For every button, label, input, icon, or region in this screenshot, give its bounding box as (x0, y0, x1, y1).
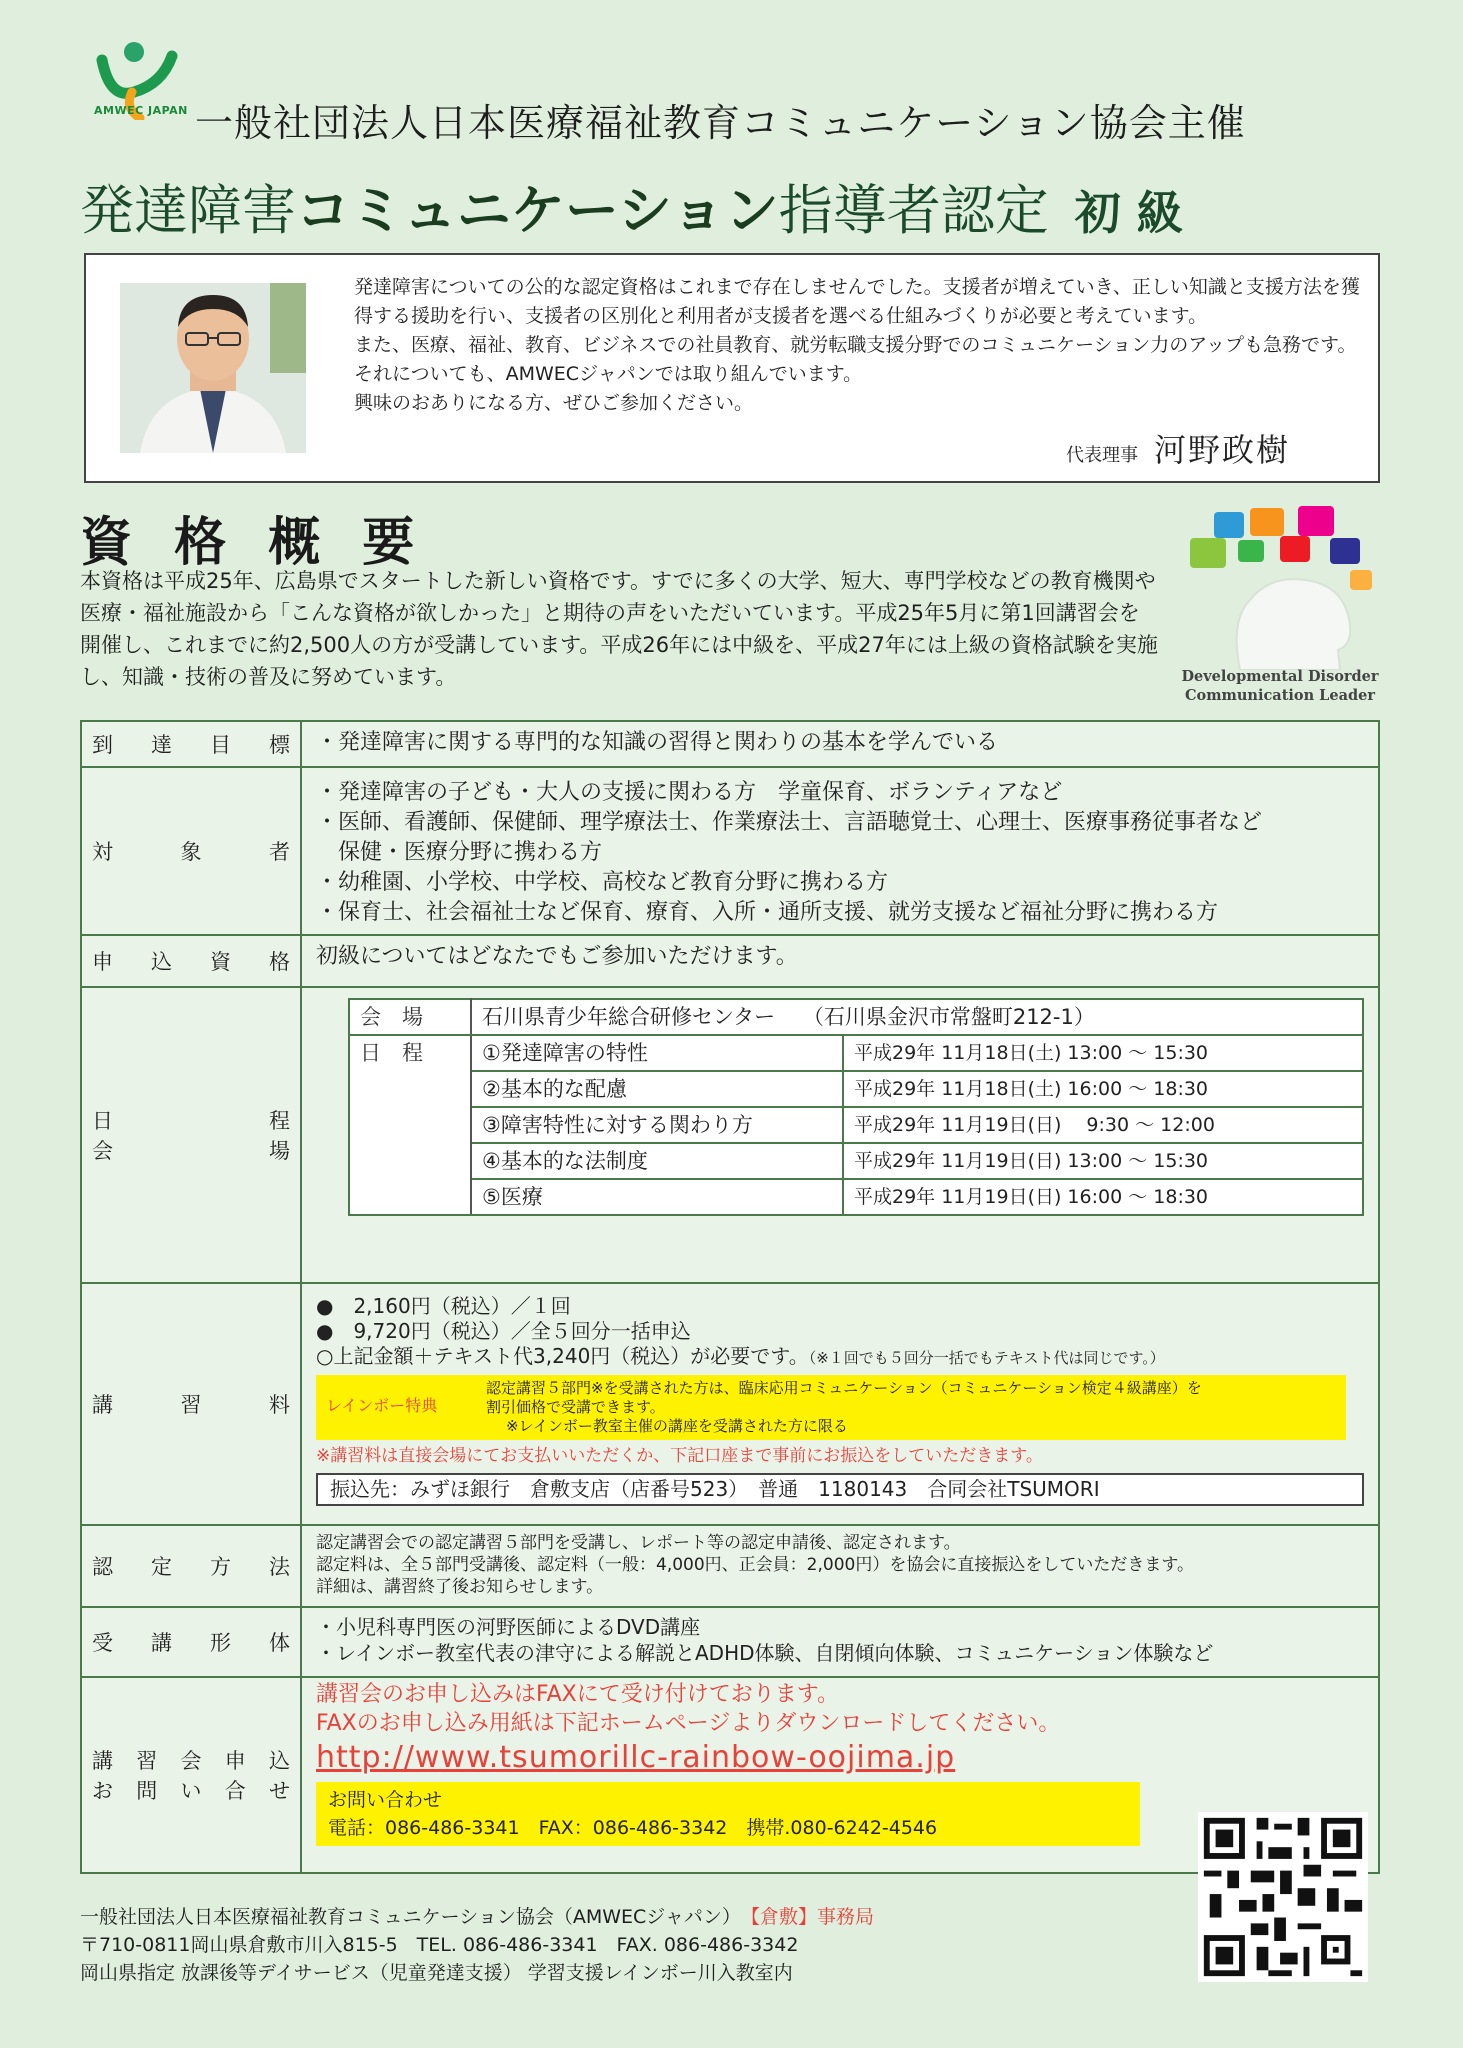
label-schedule (81, 987, 301, 1283)
label-char: 込 (269, 1749, 290, 1773)
payment-note: ※講習料は直接会場にてお支払いいただくか、下記口座まで事前にお振込をしていただきます。 (316, 1446, 1043, 1466)
contact-box (316, 1782, 1140, 1846)
brand-line-2: Communication Leader (1184, 687, 1375, 704)
label-char: 形 (210, 1631, 231, 1655)
row-target (81, 767, 1379, 935)
cert-line: 詳細は、講習終了後お知らせします。 (316, 1577, 604, 1597)
rainbow-text-3: ※レインボー教室主催の講座を受講された方に限る (506, 1417, 848, 1435)
fee-cell (301, 1283, 1379, 1525)
schedule-table (348, 998, 1364, 1216)
label-char: 方 (210, 1555, 231, 1579)
label-char: 会 (180, 1749, 202, 1773)
label-char: 象 (180, 840, 202, 864)
format-line: ・レインボー教室代表の津守による解説とADHD体験、自閉傾向体験、コミュニケーション体験など (316, 1641, 1214, 1665)
row-format (81, 1607, 1379, 1677)
format-line: ・小児科専門医の河野医師によるDVD講座 (316, 1615, 701, 1639)
label-char: 目 (210, 733, 231, 757)
row-goal (81, 721, 1379, 767)
label-char: 資 (210, 950, 231, 974)
fee-line-3 (316, 1344, 1364, 1371)
venue-row (349, 999, 1363, 1035)
label-char: 受 (92, 1631, 113, 1655)
rainbow-benefit-text (486, 1379, 1202, 1436)
session-name: ②基本的な配慮 (471, 1071, 843, 1107)
logo-text: AMWEC JAPAN (94, 104, 188, 117)
row-cert (81, 1525, 1379, 1607)
intro-text (354, 273, 1364, 418)
label-char: 場 (269, 1139, 290, 1163)
goal-text: ・発達障害に関する専門的な知識の習得と関わりの基本を学んでいる (301, 721, 1379, 767)
schedule-key-blank (349, 1143, 471, 1179)
label-apply (81, 1677, 301, 1873)
label-char: 対 (92, 840, 113, 864)
level-label: 初 級 (1074, 186, 1183, 240)
label-char: 講 (151, 1631, 172, 1655)
label-char: 法 (269, 1555, 290, 1579)
venue-key: 会 場 (349, 999, 471, 1035)
label-char: 講 (92, 1749, 113, 1773)
label-fee (81, 1283, 301, 1525)
homepage-link[interactable]: http://www.tsumorillc-rainbow-oojima.jp (316, 1740, 956, 1775)
rainbow-benefit-box (316, 1375, 1346, 1440)
rainbow-text-1: 認定講習５部門※を受講された方は、臨床応用コミュニケーション（コミュニケーション検定４級講座）を (486, 1379, 1202, 1397)
rep-role: 代表理事 (1066, 445, 1138, 466)
label-char: 込 (151, 950, 172, 974)
footer-line-2: 〒710-0811岡山県倉敷市川入815-5 TEL. 086-486-3341 FAX. 086-486-3342 (80, 1934, 799, 1956)
intro-paragraph-3: 興味のおありになる方、ぜひご参加ください。 (354, 392, 754, 414)
label-char: 定 (151, 1555, 172, 1579)
info-table (80, 720, 1380, 1874)
format-cell (301, 1607, 1379, 1677)
label-char: 達 (151, 733, 172, 757)
session-row (349, 1107, 1363, 1143)
session-name: ⑤医療 (471, 1179, 843, 1215)
schedule-key: 日 程 (349, 1035, 471, 1071)
label-goal (81, 721, 301, 767)
session-row (349, 1071, 1363, 1107)
label-char: 問 (136, 1779, 158, 1803)
session-row (349, 1035, 1363, 1071)
label-char: 認 (92, 1555, 113, 1579)
footer-org: 一般社団法人日本医療福祉教育コミュニケーション協会（AMWECジャパン） (80, 1906, 732, 1928)
brand-line-1: Developmental Disorder (1181, 668, 1379, 685)
intro-box (84, 253, 1380, 483)
cert-line: 認定料は、全５部門受講後、認定料（一般：4,000円、正会員：2,000円）を協会に直接振込をしていただきます。 (316, 1555, 1194, 1575)
page-title (80, 168, 1183, 245)
label-char: 料 (269, 1393, 290, 1417)
title-bold: コミュニケーション (296, 179, 779, 242)
label-char: 講 (92, 1393, 113, 1417)
footer (80, 1903, 874, 1987)
speech-bubbles-head-icon (1180, 500, 1380, 670)
rainbow-benefit-label: レインボー特典 (326, 1396, 438, 1415)
contact-numbers: 電話：086-486-3341 FAX：086-486-3342 携帯.080-6242-4546 (328, 1817, 938, 1839)
intro-paragraph-1: 発達障害についての公的な認定資格はこれまで存在しませんでした。支援者が増えていき、正しい知識と支援方法を獲得する援助を行い、支援者の区別化と利用者が支援者を選べる仕組みづくりが必要と考えています。 (354, 276, 1360, 327)
label-char: 体 (269, 1631, 290, 1655)
cert-cell (301, 1525, 1379, 1607)
footer-line-1 (80, 1903, 874, 1931)
schedule-key-blank (349, 1071, 471, 1107)
label-target (81, 767, 301, 935)
fee-line-2: ● 9,720円（税込）／全５回分一括申込 (316, 1319, 691, 1343)
session-row (349, 1143, 1363, 1179)
apply-line-1: 講習会のお申し込みはFAXにて受け付けております。 (316, 1682, 839, 1707)
fee-line-3-text: ○上記金額＋テキスト代3,240円（税込）が必要です。 (316, 1344, 809, 1368)
label-cert (81, 1525, 301, 1607)
apply-line-2: FAXのお申し込み用紙は下記ホームページよりダウンロードしてください。 (316, 1711, 1061, 1736)
cert-line: 認定講習会での認定講習５部門を受講し、レポート等の認定申請後、認定されます。 (316, 1533, 961, 1553)
row-schedule (81, 987, 1379, 1283)
row-fee (81, 1283, 1379, 1525)
label-char: 程 (269, 1109, 290, 1133)
row-eligibility (81, 935, 1379, 987)
label-char: 格 (269, 950, 290, 974)
label-char: 申 (92, 950, 113, 974)
schedule-cell (301, 987, 1379, 1283)
session-date: 平成29年 11月19日(日) 9:30 ～ 12:00 (843, 1107, 1363, 1143)
venue-value: 石川県青少年総合研修センター （石川県金沢市常盤町212-1） (471, 999, 1363, 1035)
session-row (349, 1179, 1363, 1215)
label-char: 者 (269, 840, 290, 864)
label-char: 合 (224, 1779, 246, 1803)
label-char: 習 (180, 1393, 202, 1417)
title-suffix: 指導者認定 (778, 179, 1049, 242)
footer-office: 【倉敷】事務局 (750, 1906, 874, 1928)
list-item: ・医師、看護師、保健師、理学療法士、作業療法士、言語聴覚士、心理士、医療事務従事者など (316, 810, 1263, 835)
label-eligibility (81, 935, 301, 987)
session-date: 平成29年 11月19日(日) 13:00 ～ 15:30 (843, 1143, 1363, 1179)
representative-photo (120, 283, 306, 453)
contact-title: お問い合わせ (328, 1789, 443, 1811)
qr-code[interactable] (1198, 1812, 1368, 1982)
schedule-key-blank (349, 1107, 471, 1143)
label-char: 標 (269, 733, 290, 757)
label-char: 申 (224, 1749, 246, 1773)
list-item: ・発達障害の子ども・大人の支援に関わる方 学童保育、ボランティアなど (316, 780, 1063, 805)
title-prefix: 発達障害 (80, 179, 296, 242)
label-char: お (92, 1779, 113, 1803)
overview-text: 本資格は平成25年、広島県でスタートした新しい資格です。すでに多くの大学、短大、専門学校などの教育機関や医療・福祉施設から「こんな資格が欲しかった」と期待の声をいただいています。平成25年5月に第1回講習会を開催し、これまでに約2,500人の方が受講しています。平成26年には中級を、平成27年には上級の資格試験を実施し、知識・技術の普及に努めています。 (80, 569, 1158, 689)
list-item: ・幼稚園、小学校、中学校、高校など教育分野に携わる方 (316, 870, 889, 895)
session-name: ①発達障害の特性 (471, 1035, 843, 1071)
label-char: 習 (136, 1749, 158, 1773)
rainbow-text-2: 割引価格で受講できます。 (486, 1398, 665, 1416)
session-date: 平成29年 11月18日(土) 13:00 ～ 15:30 (843, 1035, 1363, 1071)
schedule-key-blank (349, 1179, 471, 1215)
label-char: 会 (92, 1139, 113, 1163)
label-format (81, 1607, 301, 1677)
session-date: 平成29年 11月18日(土) 16:00 ～ 18:30 (843, 1071, 1363, 1107)
intro-paragraph-2: また、医療、福祉、教育、ビジネスでの社員教育、就労転職支援分野でのコミュニケーション力のアップも急務です。それについても、AMWECジャパンでは取り組んでいます。 (354, 334, 1357, 385)
label-char: 日 (92, 1109, 113, 1133)
row-apply (81, 1677, 1379, 1873)
fee-line-1: ● 2,160円（税込）／１回 (316, 1294, 571, 1318)
representative-signature (1066, 425, 1290, 471)
label-char: せ (269, 1779, 290, 1803)
session-name: ④基本的な法制度 (471, 1143, 843, 1179)
footer-line-3: 岡山県指定 放課後等デイサービス（児童発達支援） 学習支援レインボー川入教室内 (80, 1962, 793, 1984)
session-name: ③障害特性に対する関わり方 (471, 1107, 843, 1143)
target-list (301, 767, 1379, 935)
rep-name: 河野政樹 (1154, 431, 1291, 469)
fee-line-3-note: （※１回でも５回分一括でもテキスト代は同じです。） (808, 1349, 1165, 1367)
organizer-title: 一般社団法人日本医療福祉教育コミュニケーション協会主催 (195, 101, 1246, 145)
eligibility-text: 初級についてはどなたでもご参加いただけます。 (301, 935, 1379, 987)
list-item: 保健・医療分野に携わる方 (316, 840, 603, 865)
brand-caption (1160, 667, 1400, 705)
label-char: 到 (92, 733, 113, 757)
section-title: 資 格 概 要 (80, 513, 427, 573)
session-date: 平成29年 11月19日(日) 16:00 ～ 18:30 (843, 1179, 1363, 1215)
bank-account: 振込先：みずほ銀行 倉敷支店（店番号523） 普通 1180143 合同会社TSUMORI (316, 1473, 1364, 1506)
list-item: ・保育士、社会福祉士など保育、療育、入所・通所支援、就労支援など福祉分野に携わる方 (316, 900, 1219, 925)
label-char: い (180, 1779, 202, 1803)
